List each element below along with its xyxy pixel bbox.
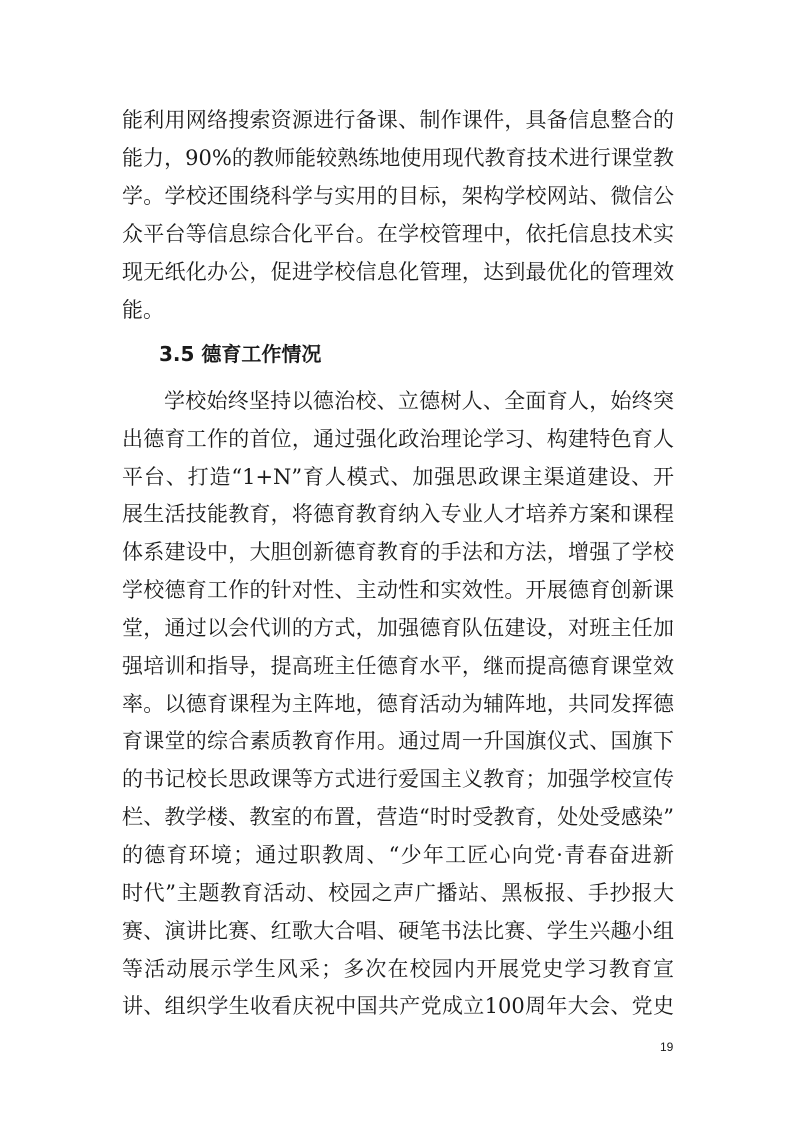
paragraph-line: 出德育工作的首位，通过强化政治理论学习、构建特色育人: [122, 427, 674, 451]
section-heading: 3.5 德育工作情况: [159, 342, 322, 366]
paragraph-line: 能力，90%的教师能较熟练地使用现代教育技术进行课堂教: [122, 146, 674, 170]
paragraph-line: 赛、演讲比赛、红歌大合唱、硬笔书法比赛、学生兴趣小组: [122, 919, 674, 943]
paragraph-line: 率。以德育课程为主阵地，德育活动为辅阵地，共同发挥德: [122, 692, 674, 716]
paragraph-line: 体系建设中，大胆创新德育教育的手法和方法，增强了学校: [122, 540, 674, 564]
paragraph-line: 众平台等信息综合化平台。在学校管理中，依托信息技术实: [122, 222, 674, 246]
paragraph-line: 的书记校长思政课等方式进行爱国主义教育；加强学校宣传: [122, 767, 674, 791]
paragraph-line: 现无纸化办公，促进学校信息化管理，达到最优化的管理效: [122, 260, 674, 284]
paragraph-line: 展生活技能教育，将德育教育纳入专业人才培养方案和课程: [122, 502, 674, 526]
paragraph-line: 能利用网络搜索资源进行备课、制作课件，具备信息整合的: [122, 108, 674, 132]
paragraph-line: 堂，通过以会代训的方式，加强德育队伍建设，对班主任加: [122, 616, 674, 640]
paragraph-line: 学校始终坚持以德治校、立德树人、全面育人，始终突: [164, 389, 674, 413]
paragraph-line: 学校德育工作的针对性、主动性和实效性。开展德育创新课: [122, 578, 674, 602]
paragraph-line: 的德育环境；通过职教周、“少年工匠心向党·青春奋进新: [122, 843, 674, 867]
page-number: 19: [660, 1040, 674, 1054]
paragraph-line: 栏、教学楼、教室的布置，营造“时时受教育，处处受感染”: [122, 805, 674, 829]
paragraph-line: 时代”主题教育活动、校园之声广播站、黑板报、手抄报大: [122, 881, 674, 905]
paragraph-line: 能。: [122, 298, 164, 322]
paragraph-line: 强培训和指导，提高班主任德育水平，继而提高德育课堂效: [122, 654, 674, 678]
paragraph-line: 学。学校还围绕科学与实用的目标，架构学校网站、微信公: [122, 184, 674, 208]
paragraph-line: 平台、打造“1+N”育人模式、加强思政课主渠道建设、开: [122, 465, 674, 489]
paragraph-line: 讲、组织学生收看庆祝中国共产党成立100周年大会、党史: [122, 994, 674, 1018]
paragraph-line: 育课堂的综合素质教育作用。通过周一升国旗仪式、国旗下: [122, 729, 674, 753]
paragraph-line: 等活动展示学生风采；多次在校园内开展党史学习教育宣: [122, 957, 674, 981]
